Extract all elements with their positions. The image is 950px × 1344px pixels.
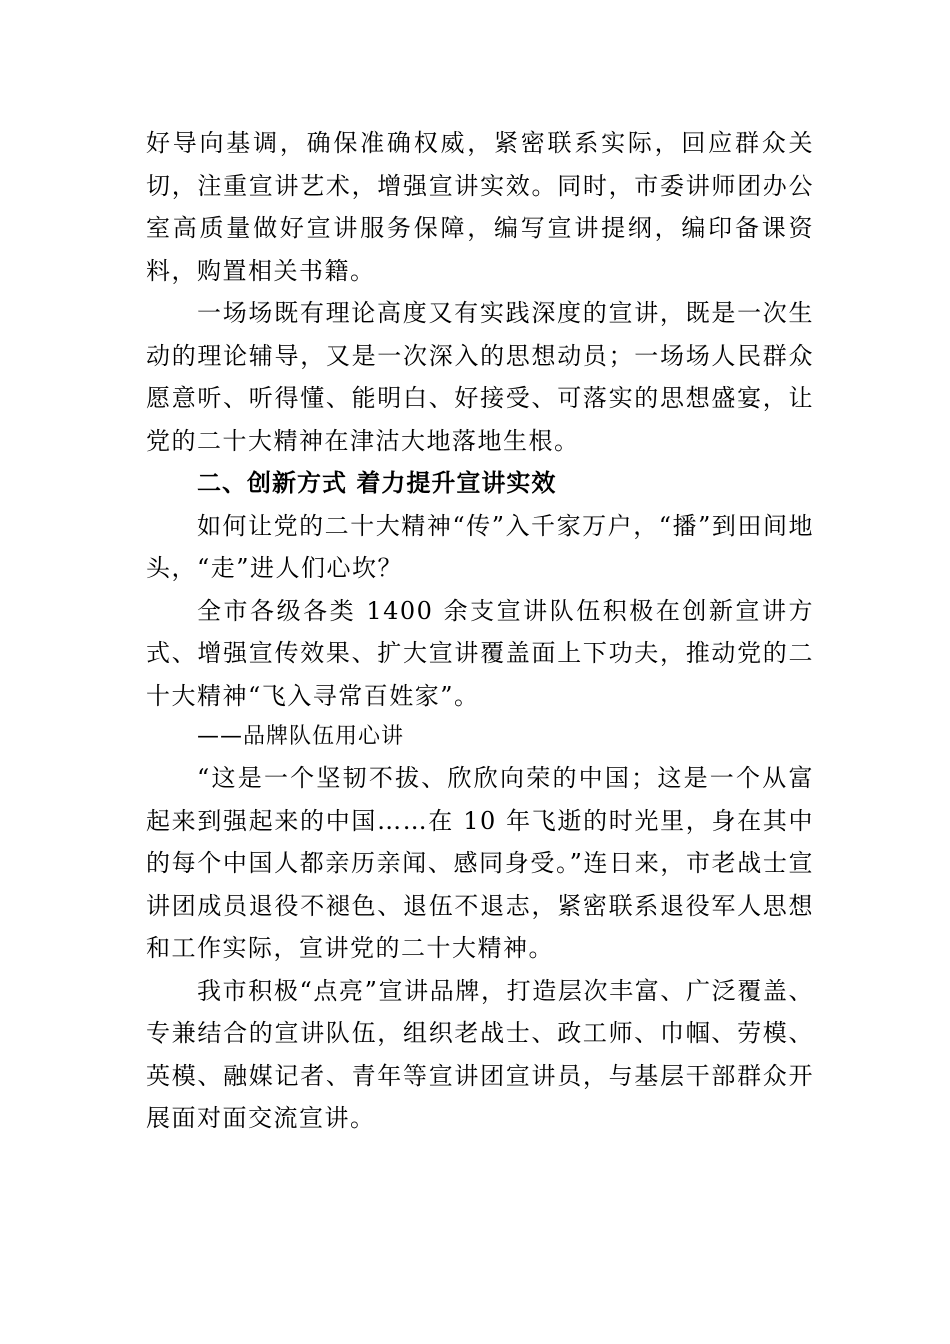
paragraph: 我市积极“点亮”宣讲品牌，打造层次丰富、广泛覆盖、专兼结合的宣讲队伍，组织老战士、政工师、巾帼、劳模、 英模、融媒记者、青年等宣讲团宣讲员，与基层干部群众开展面对面交流宣讲。: [146, 976, 814, 1132]
subsection-heading: ——品牌队伍用心讲: [197, 724, 405, 749]
paragraph: 一场场既有理论高度又有实践深度的宣讲，既是一次生动的理论辅导，又是一次深入的思想动员；一场场人民群众愿意听、听得懂、能明白、好接受、可落实的思想盛宴，让党的二十大精神在津沽大地落地生根。: [146, 299, 814, 455]
paragraph: 如何让党的二十大精神“传”入千家万户，“播”到田间地头，“走”进人们心坎？: [146, 511, 814, 582]
paragraph: “这是一个坚韧不拔、欣欣向荣的中国；这是一个从富起来到强起来的中国……在 10 年飞逝的时光里，身在其中的每个中国人都亲历亲闻、感同身受。”连日来，市老战士宣讲团成员退役不褪色、退伍不退志，紧密联系退役军人思想和工作实际，宣讲党的二十大精神。: [146, 764, 814, 962]
paragraph-continued: 好导向基调，确保准确权威，紧密联系实际，回应群众关切，注重宣讲艺术，增强宣讲实效。同时，市委讲师团办公室高质量做好宣讲服务保障，编写宣讲提纲，编印备课资料，购置相关书籍。: [146, 129, 814, 285]
paragraph: 全市各级各类 1400 余支宣讲队伍积极在创新宣讲方式、增强宣传效果、扩大宣讲覆盖面上下功夫，推动党的二十大精神“飞入寻常百姓家”。: [146, 596, 814, 710]
section-heading: 二、创新方式 着力提升宣讲实效: [197, 469, 557, 497]
document-body: [146, 122, 814, 1140]
